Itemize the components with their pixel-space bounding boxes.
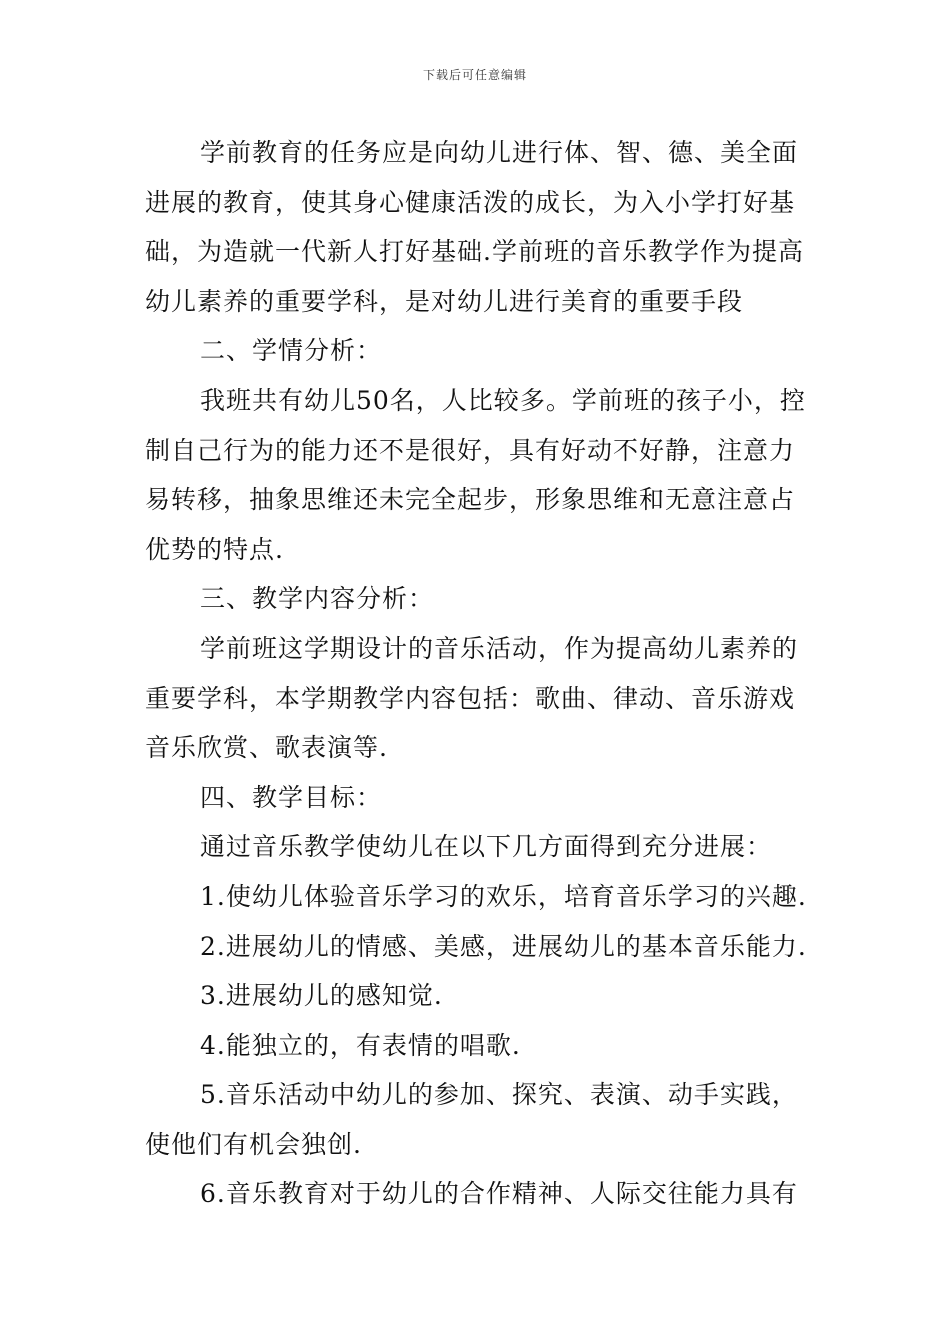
goal-item-2: 2.进展幼儿的情感、美感，进展幼儿的基本音乐能力. bbox=[200, 931, 807, 961]
goal-item-1: 1.使幼儿体验音乐学习的欢乐，培育音乐学习的兴趣. bbox=[200, 881, 807, 911]
goal-item-5: 5.音乐活动中幼儿的参加、探究、表演、动手实践，使他们有机会独创. bbox=[145, 1080, 798, 1159]
paragraph-intro: 学前教育的任务应是向幼儿进行体、智、德、美全面进展的教育，使其身心健康活泼的成长，为入小学打好基础，为造就一代新人打好基础.学前班的音乐教学作为提高幼儿素养的重要学科，是对幼儿进行美育的重要手段 bbox=[145, 138, 804, 316]
heading-content-analysis: 三、教学内容分析： bbox=[200, 584, 435, 614]
heading-student-analysis: 二、学情分析： bbox=[200, 336, 383, 366]
paragraph-goals-intro: 通过音乐教学使幼儿在以下几方面得到充分进展： bbox=[200, 832, 773, 862]
paragraph-content-analysis: 学前班这学期设计的音乐活动，作为提高幼儿素养的重要学科，本学期教学内容包括：歌曲、律动、音乐游戏音乐欣赏、歌表演等. bbox=[145, 633, 799, 763]
goal-item-6: 6.音乐教育对于幼儿的合作精神、人际交往能力具有 bbox=[200, 1179, 798, 1209]
paragraph-student-analysis: 我班共有幼儿50名，人比较多。学前班的孩子小，控制自己行为的能力还不是很好，具有好动不好静，注意力易转移，抽象思维还未完全起步，形象思维和无意注意占优势的特点. bbox=[145, 385, 806, 564]
page-header: 下载后可任意编辑 bbox=[422, 68, 527, 82]
goal-item-4: 4.能独立的，有表情的唱歌. bbox=[200, 1030, 521, 1060]
document-body bbox=[145, 128, 807, 1219]
goal-item-3: 3.进展幼儿的感知觉. bbox=[200, 981, 443, 1011]
heading-teaching-goals: 四、教学目标： bbox=[200, 782, 383, 812]
